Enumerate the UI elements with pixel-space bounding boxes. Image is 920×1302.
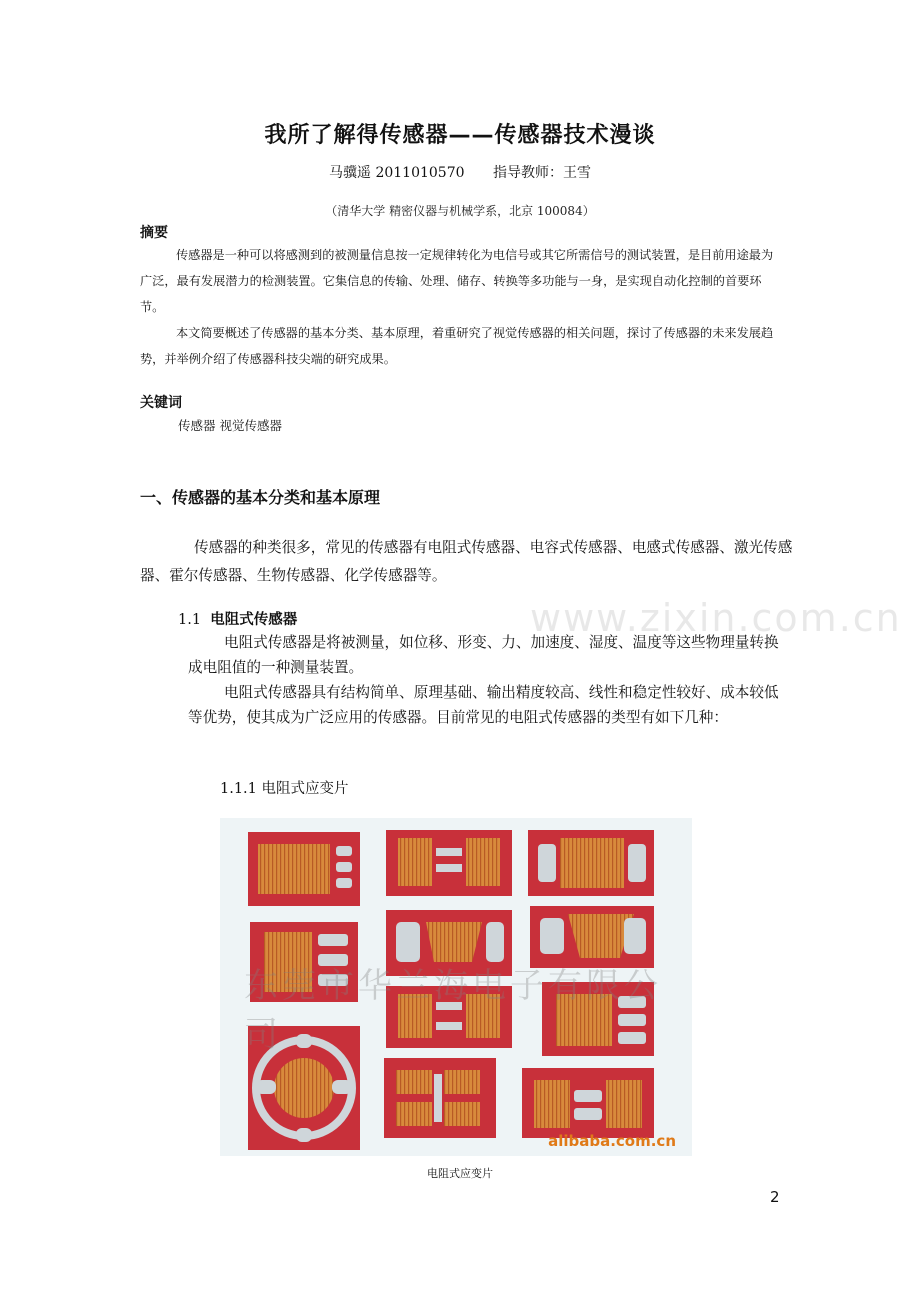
source-mark: alibaba.com.cn (548, 1132, 676, 1150)
subsection-heading (178, 608, 297, 629)
subsection-para-1: 电阻式传感器是将被测量，如位移、形变、力、加速度、湿度、温度等这些物理量转换成电阻值的一种测量装置。 (188, 634, 779, 676)
advisor: 指导教师：王雪 (492, 165, 591, 181)
watermark-company: 东莞市华兰海电子有限公司 (244, 966, 662, 1055)
subsubsection-heading: 1.1.1 电阻式应变片 (220, 781, 349, 797)
abstract-heading: 摘要 (140, 225, 168, 241)
watermark-site: www.zixin.com.cn (530, 596, 902, 640)
subsection-body (188, 630, 788, 730)
gauge-board-3 (528, 830, 654, 896)
strain-gauge-figure (220, 818, 692, 1156)
keywords-heading: 关键词 (140, 395, 182, 411)
subsection-title: 电阻式传感器 (210, 612, 298, 628)
abstract-para-2: 本文简要概述了传感器的基本分类、基本原理，着重研究了视觉传感器的相关问题，探讨了传感器的未来发展趋势，并举例介绍了传感器科技尖端的研究成果。 (140, 326, 774, 366)
gauge-board-10 (522, 1068, 654, 1138)
subsection-para-2: 电阻式传感器具有结构简单、原理基础、输出精度较高、线性和稳定性较好、成本较低等优势，使其成为广泛应用的传感器。目前常见的电阻式传感器的类型有如下几种： (188, 684, 779, 726)
figure-caption: 电阻式应变片 (427, 1167, 493, 1180)
gauge-board-1 (248, 832, 360, 906)
abstract-para-1: 传感器是一种可以将感测到的被测量信息按一定规律转化为电信号或其它所需信号的测试装置，是目前用途最为广泛，最有发展潜力的检测装置。它集信息的传输、处理、储存、转换等多功能与一身，是实现自动化控制的首要环节。 (140, 248, 774, 314)
gauge-board-2 (386, 830, 512, 896)
page-number: 2 (770, 1188, 780, 1206)
section-intro-para: 传感器的种类很多，常见的传感器有电阻式传感器、电容式传感器、电感式传感器、激光传感器、霍尔传感器、生物传感器、化学传感器等。 (140, 539, 793, 584)
abstract-body (140, 242, 785, 372)
subsection-number: 1.1 (178, 612, 202, 628)
section-heading: 一、传感器的基本分类和基本原理 (140, 488, 381, 507)
keywords-text: 传感器 视觉传感器 (178, 418, 282, 433)
affiliation: （清华大学 精密仪器与机械学系，北京 100084） (325, 204, 595, 218)
section-intro (140, 534, 800, 590)
author-line (0, 162, 920, 182)
author-name: 马骥遥 2011010570 (329, 165, 465, 181)
gauge-board-9 (384, 1058, 496, 1138)
document-title: 我所了解得传感器——传感器技术漫谈 (264, 123, 656, 148)
